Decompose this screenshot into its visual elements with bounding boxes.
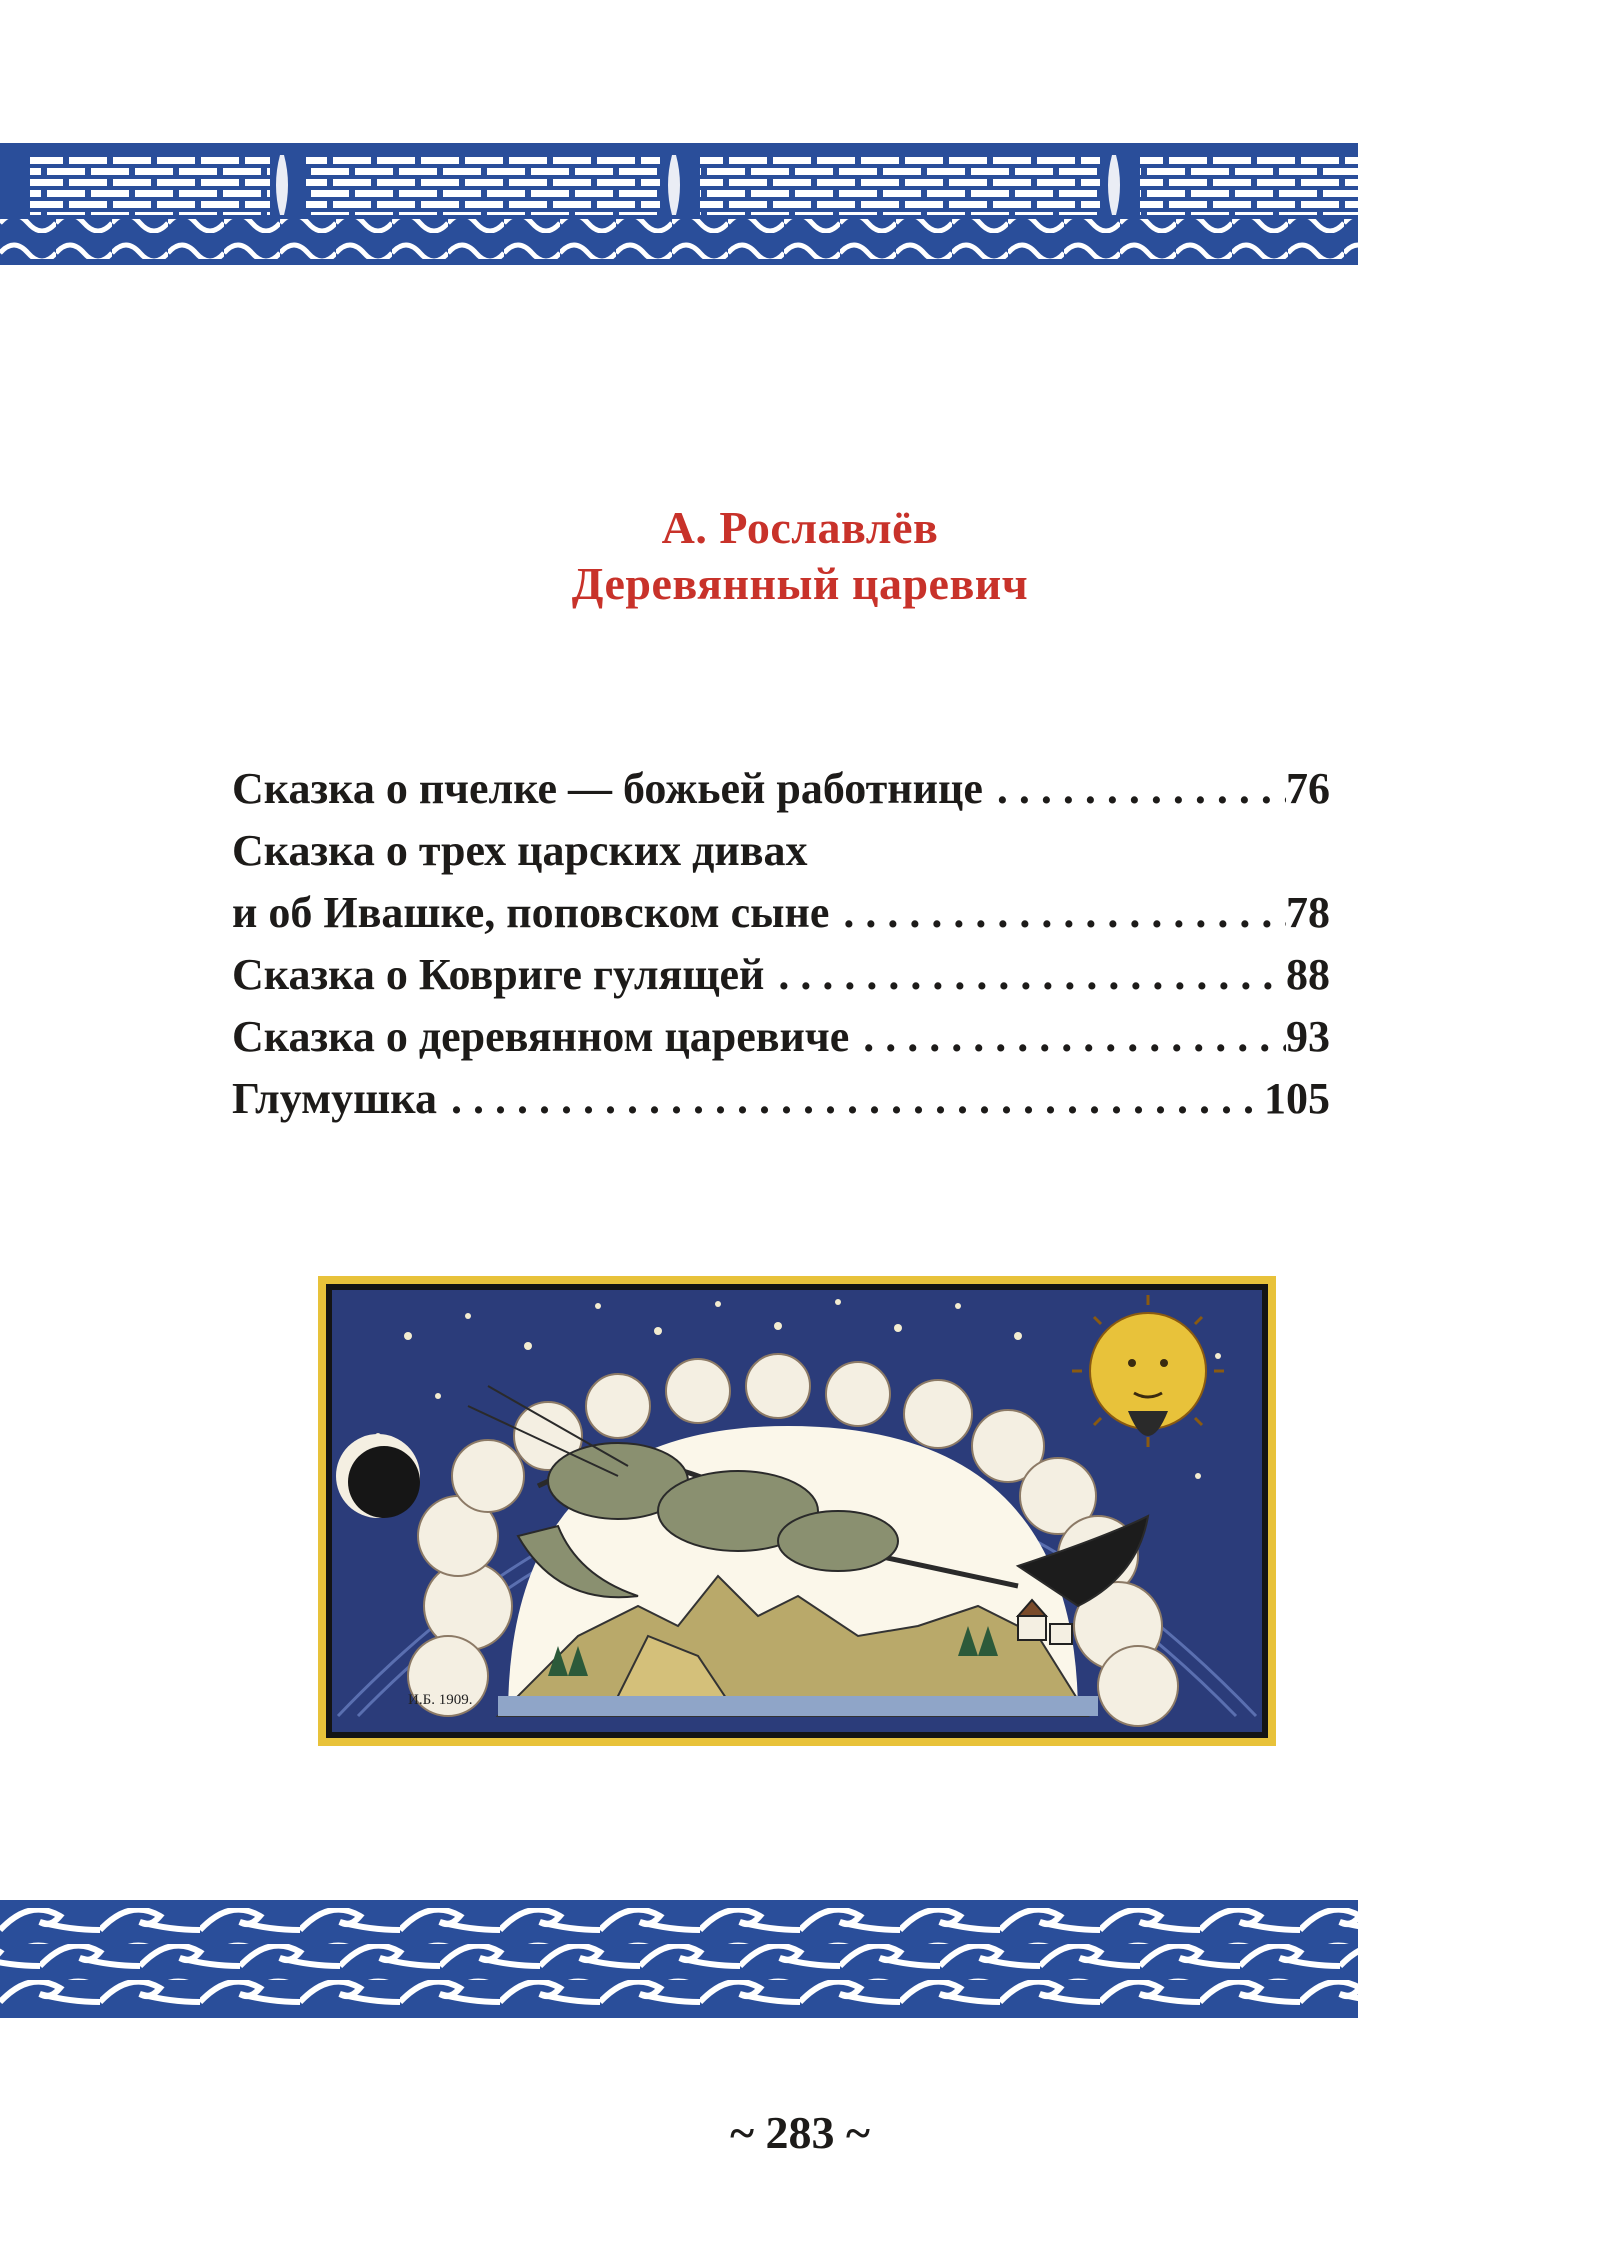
toc-entry-page: 76 [1286,764,1330,813]
toc-entry-title: Сказка о пчелке — божьей работнице [232,764,983,813]
toc-entry[interactable] [232,758,1330,820]
toc-entry-title: Глумушка [232,1074,437,1123]
author-name: А. Рославлёв [661,502,939,553]
top-ornament-band [0,143,1358,265]
toc-entry-page: 93 [1286,1012,1330,1061]
toc-entry[interactable] [232,1006,1330,1068]
toc-entry-page: 78 [1286,888,1330,937]
bottom-ornament-band [0,1900,1358,2018]
toc-entry[interactable] [232,944,1330,1006]
toc-entry-title: и об Ивашке, поповском сыне [232,888,830,937]
page-number: ~ 283 ~ [730,2107,870,2158]
toc-entry-page: 105 [1264,1074,1330,1123]
toc-leader-dots [829,882,1286,944]
toc-leader-dots [849,1006,1286,1068]
book-title: Деревянный царевич [571,558,1029,609]
toc-leader-dots [983,758,1286,820]
table-of-contents [232,758,1330,1130]
toc-entry-title: Сказка о трех царских дивах [232,826,808,875]
toc-entry-page: 88 [1286,950,1330,999]
illustration-crayfish-sun-moon [318,1276,1276,1746]
illustration-signature: И.Б. 1909. [408,1692,473,1708]
toc-entry[interactable] [232,820,1330,882]
toc-entry[interactable] [232,882,1330,944]
toc-entry-title: Сказка о деревянном царевиче [232,1012,850,1061]
toc-leader-dots [437,1068,1264,1130]
toc-leader-dots [764,944,1286,1006]
toc-entry-title: Сказка о Ковриге гулящей [232,950,765,999]
toc-entry[interactable] [232,1068,1330,1130]
section-heading [0,500,1600,612]
